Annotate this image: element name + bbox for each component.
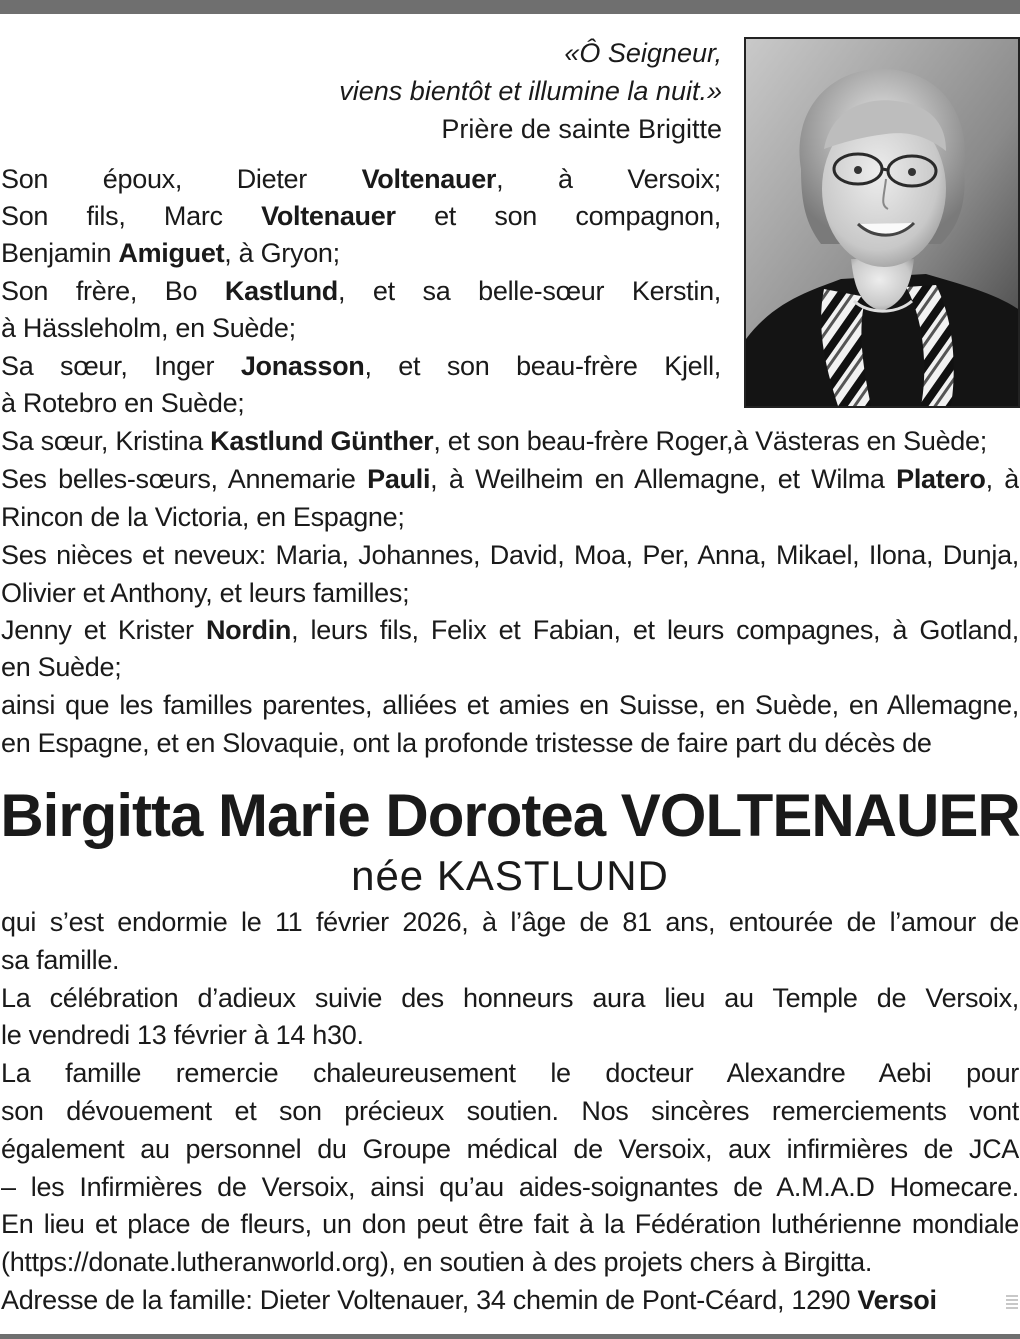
bottom-rule <box>0 1334 1020 1339</box>
top-rule <box>0 0 1020 14</box>
family-line: à Rotebro en Suède; <box>1 388 245 418</box>
family-line: Son époux, Dieter Voltenauer, à Versoix; <box>1 164 721 194</box>
quote-line-2: viens bientôt et illumine la nuit.» <box>339 76 722 106</box>
family-line: Son frère, Bo Kastlund, et sa belle-sœur Kerstin, <box>1 276 721 306</box>
body-line: En lieu et place de fleurs, un don peut être fait à la Fédération luthérienne mondiale <box>1 1209 1019 1239</box>
family-line: Olivier et Anthony, et leurs familles; <box>1 578 410 608</box>
family-line: Ses nièces et neveux: Maria, Johannes, David, Moa, Per, Anna, Mikael, Ilona, Dunja, <box>1 540 1019 570</box>
family-line: en Espagne, et en Slovaquie, ont la profonde tristesse de faire part du décès de <box>1 728 932 758</box>
body-line: – les Infirmières de Versoix, ainsi qu’au aides-soignantes de A.M.A.D Homecare. <box>1 1172 1019 1202</box>
body-line: La famille remercie chaleureusement le docteur Alexandre Aebi pour <box>1 1058 1019 1088</box>
body-line: sa famille. <box>1 945 120 975</box>
family-line: Rincon de la Victoria, en Espagne; <box>1 502 405 532</box>
family-line: Sa sœur, Kristina Kastlund Günther, et son beau-frère Roger,à Västeras en Suède; <box>1 426 987 456</box>
family-line: Jenny et Krister Nordin, leurs fils, Felix et Fabian, et leurs compagnes, à Gotland, <box>1 615 1019 645</box>
family-line: en Suède; <box>1 652 122 682</box>
body-line: son dévouement et son précieux soutien. Nos sincères remerciements vont <box>1 1096 1019 1126</box>
address-line: Adresse de la famille: Dieter Voltenauer, 34 chemin de Pont-Céard, 1290 Versoi <box>1 1285 937 1315</box>
family-line: Sa sœur, Inger Jonasson, et son beau-frère Kjell, <box>1 351 721 381</box>
body-line: (https://donate.lutheranworld.org), en soutien à des projets chers à Birgitta. <box>1 1247 873 1277</box>
deceased-name: Birgitta Marie Dorotea VOLTENAUER <box>0 782 1020 849</box>
family-line: à Hässleholm, en Suède; <box>1 313 296 343</box>
quote-line-1: «Ô Seigneur, <box>564 38 722 68</box>
family-line: ainsi que les familles parentes, alliées et amies en Suisse, en Suède, en Allemagne, <box>1 690 1019 720</box>
body-line: qui s’est endormie le 11 février 2026, à l’âge de 81 ans, entourée de l’amour de <box>1 907 1019 937</box>
body-line: le vendredi 13 février à 14 h30. <box>1 1020 364 1050</box>
body-line: La célébration d’adieux suivie des honneurs aura lieu au Temple de Versoix, <box>1 983 1019 1013</box>
family-line: Benjamin Amiguet, à Gryon; <box>1 238 340 268</box>
family-line: Ses belles-sœurs, Annemarie Pauli, à Weilheim en Allemagne, et Wilma Platero, à <box>1 464 1019 494</box>
family-line: Son fils, Marc Voltenauer et son compagnon, <box>1 201 721 231</box>
overflow-indicator-icon <box>1006 1293 1018 1313</box>
quote-source: Prière de sainte Brigitte <box>441 114 722 144</box>
maiden-name: née KASTLUND <box>351 852 669 899</box>
body-line: également au personnel du Groupe médical de Versoix, aux infirmières de JCA <box>1 1134 1019 1164</box>
portrait-photo <box>744 37 1020 408</box>
